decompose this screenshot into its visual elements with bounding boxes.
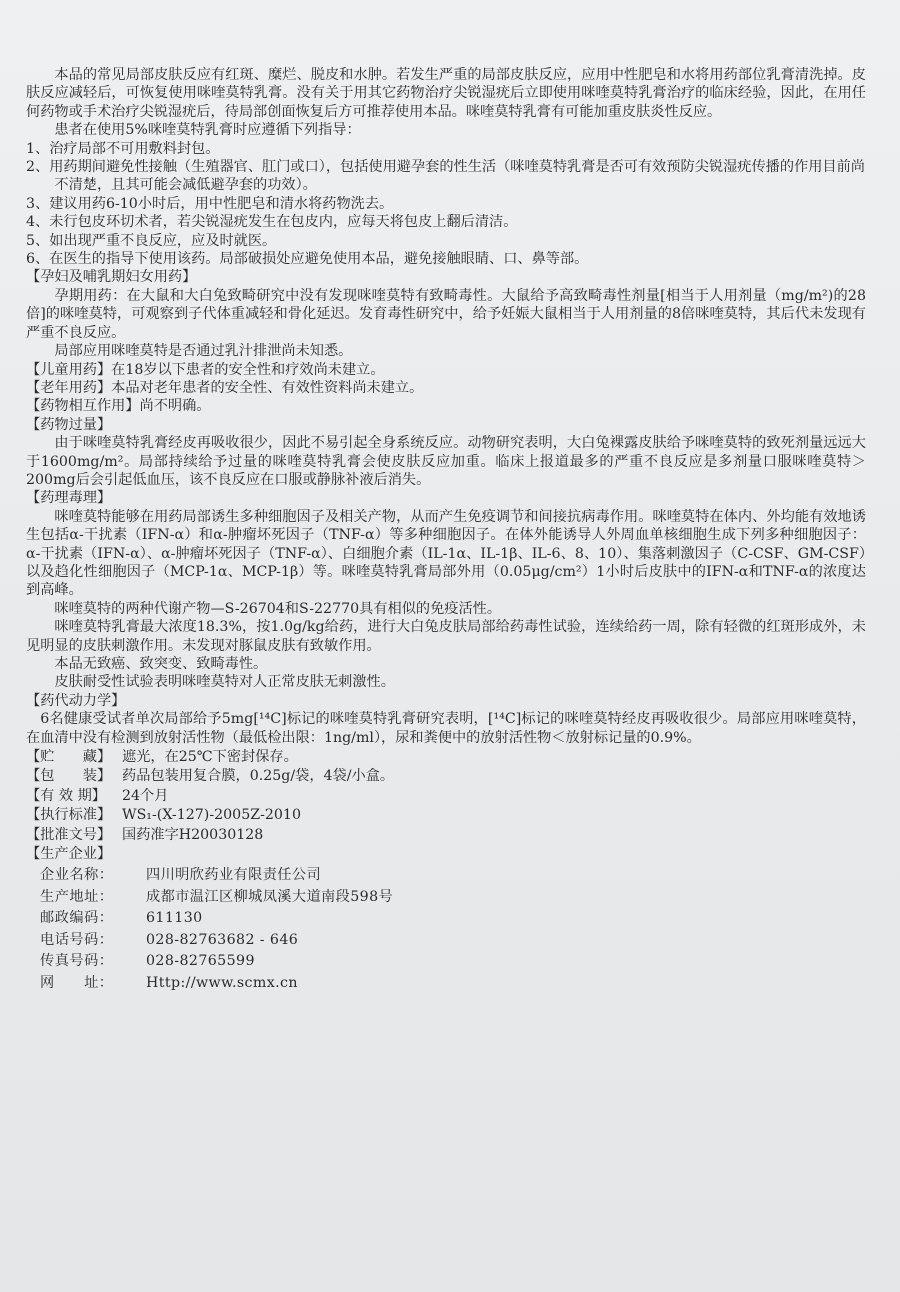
guidance-item-5: 5、如出现严重不良反应，应及时就医。 (26, 232, 277, 249)
spec-package-value: 药品包装用复合膜，0.25g/袋，4袋/小盒。 (122, 768, 395, 785)
spec-storage-value: 遮光，在25℃下密封保存。 (122, 749, 298, 766)
guidance-item-2: 2、用药期间避免性接触（生殖器官、肛门或口），包括使用避孕套的性生活（咪喹莫特乳膏是否可有效预防尖锐湿疣传播的作用目前尚不清楚，且其可能会减低避孕套的功效）。 (26, 159, 865, 194)
spec-package-label: 【包 装】 (26, 768, 112, 785)
address-value: 成都市温江区柳城凤溪大道南段598号 (146, 888, 394, 905)
postcode-row (26, 909, 866, 927)
postcode-label: 邮政编码： (40, 910, 114, 927)
spec-standard (26, 806, 866, 824)
toxicology-paragraph-4: 本品无致癌、致突变、致畸毒性。 (54, 656, 268, 672)
spec-approval-label: 【批准文号】 (26, 826, 112, 843)
guidance-intro: 患者在使用5%咪喹莫特乳膏时应遵循下列指导： (54, 122, 361, 139)
intro-paragraph: 本品的常见局部皮肤反应有红斑、糜烂、脱皮和水肿。若发生严重的局部皮肤反应，应用中性肥皂和水将用药部位乳膏清洗掉。皮肤反应减轻后，可恢复使用咪喹莫特乳膏。没有关于用其它药物治疗尖锐湿疣后立即使用咪喹莫特乳膏治疗的临床经验，因此，在用任何药物或手术治疗尖锐湿疣后，待局部创面恢复后方可推荐使用本品。咪喹莫特乳膏有可能加重皮肤炎性反应。 (26, 67, 866, 120)
toxicology-paragraph-1: 咪喹莫特能够在用药局部诱生多种细胞因子及相关产物，从而产生免疫调节和间接抗病毒作用。咪喹莫特在体内、外均能有效地诱生包括α-干扰素（IFN-α）和α-肿瘤坏死因子（TNF-α）等多种细胞因子。在体外能诱导人外周血单核细胞生成下列多种细胞因子：α-干扰素（IFN-α）、α-肿瘤坏死因子（TNF-α）、白细胞介素（IL-1α、IL-1β、IL-6、8、10）、集落刺激因子（C-CSF、GM-CSF）以及趋化性细胞因子（MCP-1α、MCP-1β）等。咪喹莫特乳膏局部外用（0.05μg/cm²）1小时后皮肤中的IFN-α和TNF-α的浓度达到高峰。 (26, 508, 866, 599)
guidance-item-3: 3、建议用药6-10小时后，用中性肥皂和清水将药物洗去。 (26, 195, 394, 212)
manufacturer-heading: 【生产企业】 (26, 846, 112, 863)
pregnancy-paragraph: 孕期用药：在大鼠和大白兔致畸研究中没有发现咪喹莫特有致畸毒性。大鼠给予高致畸毒性剂量[相当于人用剂量（mg/m²)的28倍]的咪喹莫特，可观察到子代体重减轻和骨化延迟。发育毒性研究中，给予妊娠大鼠相当于人用剂量的8倍咪喹莫特，其后代未发现有严重不良反应。 (26, 287, 866, 341)
pharmacokinetics-heading: 【药代动力学】 (26, 692, 126, 709)
fax-label: 传真号码： (40, 953, 114, 970)
spec-expiry (26, 787, 866, 805)
website-label: 网 址： (40, 974, 114, 991)
fax-row (26, 952, 866, 970)
company-name-row (26, 866, 866, 884)
overdose-heading: 【药物过量】 (26, 416, 112, 433)
spec-package (26, 767, 866, 785)
lactation-paragraph: 局部应用咪喹莫特是否通过乳汁排泄尚未知悉。 (54, 343, 353, 360)
guidance-item-1: 1、治疗局部不可用敷料封包。 (26, 140, 220, 157)
website-row (26, 974, 866, 992)
spec-expiry-value: 24个月 (122, 787, 169, 804)
company-name-value: 四川明欣药业有限责任公司 (146, 867, 322, 884)
pharmacokinetics-paragraph: 6名健康受试者单次局部给予5mg[¹⁴C]标记的咪喹莫特乳膏研究表明，[¹⁴C]标记的咪喹莫特经皮再吸收很少。局部应用咪喹莫特，在血清中没有检测到放射活性物（最低检出限：1ng/ml），尿和粪便中的放射活性物＜放射标记量的0.9%。 (26, 711, 866, 746)
phone-row (26, 931, 866, 949)
fax-value: 028-82765599 (146, 953, 255, 970)
spec-storage-label: 【贮 藏】 (26, 749, 112, 766)
pregnancy-heading: 【孕妇及哺乳期妇女用药】 (26, 269, 197, 286)
spec-standard-label: 【执行标准】 (26, 807, 112, 824)
postcode-value: 611130 (146, 910, 203, 927)
children-section: 【儿童用药】在18岁以下患者的安全性和疗效尚未建立。 (26, 361, 385, 378)
guidance-item-4: 4、未行包皮环切术者，若尖锐湿疣发生在包皮内，应每天将包皮上翻后清洁。 (26, 214, 518, 231)
phone-label: 电话号码： (40, 931, 114, 948)
elderly-section: 【老年用药】本品对老年患者的安全性、有效性资料尚未建立。 (26, 379, 424, 396)
website-value: Http://www.scmx.cn (146, 974, 298, 991)
address-label: 生产地址： (40, 888, 114, 905)
spec-approval (26, 826, 866, 844)
overdose-paragraph: 由于咪喹莫特乳膏经皮再吸收很少，因此不易引起全身系统反应。动物研究表明，大白兔裸露皮肤给予咪喹莫特的致死剂量远远大于1600mg/m²。局部持续给予过量的咪喹莫特乳膏会使皮肤反应加重。临床上报道最多的严重不良反应是多剂量口服咪喹莫特＞200mg后会引起低血压，该不良反应在口服或静脉补液后消失。 (26, 435, 866, 488)
address-row (26, 888, 866, 906)
guidance-item-6: 6、在医生的指导下使用该药。局部破损处应避免使用本品，避免接触眼睛、口、鼻等部。 (26, 251, 589, 268)
interaction-section: 【药物相互作用】尚不明确。 (26, 398, 211, 415)
phone-value: 028-82763682 - 646 (146, 931, 299, 948)
spec-standard-value: WS₁-(X-127)-2005Z-2010 (122, 807, 301, 824)
toxicology-paragraph-3: 咪喹莫特乳膏最大浓度18.3%，按1.0g/kg给药，进行大白兔皮肤局部给药毒性试验，连续给药一周，除有轻微的红斑形成外，未见明显的皮肤刺激作用。未发现对豚鼠皮肤有致敏作用。 (26, 619, 866, 654)
spec-approval-value: 国药准字H20030128 (122, 826, 264, 843)
spec-storage (26, 748, 866, 766)
leaflet-content (26, 66, 866, 992)
toxicology-heading: 【药理毒理】 (26, 490, 112, 507)
spec-expiry-label: 【有 效 期】 (26, 787, 106, 804)
toxicology-paragraph-2: 咪喹莫特的两种代谢产物—S-26704和S-22770具有相似的免疫活性。 (54, 600, 502, 617)
company-name-label: 企业名称： (40, 867, 114, 884)
toxicology-paragraph-5: 皮肤耐受性试验表明咪喹莫特对人正常皮肤无刺激性。 (54, 674, 395, 691)
